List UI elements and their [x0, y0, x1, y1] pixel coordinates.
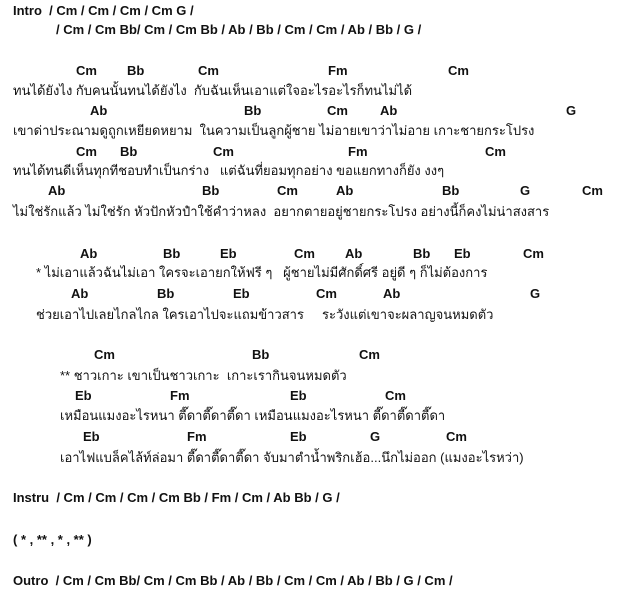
chord: Ab	[336, 183, 354, 198]
chord: Bb	[163, 246, 181, 261]
chord: Eb	[75, 388, 92, 403]
chord: Eb	[454, 246, 471, 261]
chord: G	[520, 183, 531, 198]
lyric-line: เขาด่าประณามดูถูกเหยียดหยาม ในความเป็นลูกผู้ชาย ไม่อายเขาว่าไม่อาย เกาะชายกระโปรง	[13, 123, 535, 138]
chord: Bb	[252, 347, 270, 362]
chord: Ab	[80, 246, 98, 261]
chord: Cm	[359, 347, 380, 362]
chord: Cm	[294, 246, 315, 261]
chord: Ab	[71, 286, 89, 301]
chord: Eb	[290, 388, 307, 403]
lyric-line: ทนได้ทนดีเห็นทุกทีชอบทำเป็นกร่าง แต่ฉันที่ยอมทุกอย่าง ขอแยกทางก็ยัง งงๆ	[13, 163, 445, 178]
lyric-line: ช่วยเอาไปเลยไกลไกล ใครเอาไปจะแถมข้าวสาร ระวังแต่เขาจะผลาญจนหมดตัว	[36, 307, 494, 322]
chord: Bb	[244, 103, 262, 118]
chord: Cm	[198, 63, 219, 78]
chord: Bb	[413, 246, 431, 261]
chord: Eb	[83, 429, 100, 444]
chord: Bb	[120, 144, 138, 159]
chord: Fm	[170, 388, 190, 403]
chord: Fm	[348, 144, 368, 159]
chord: Cm	[523, 246, 544, 261]
chord: G	[530, 286, 541, 301]
chord: Bb	[442, 183, 460, 198]
chord: Eb	[220, 246, 237, 261]
outro-line: Outro / Cm / Cm Bb/ Cm / Cm Bb / Ab / Bb / Cm / Cm / Ab / Bb / G / Cm /	[13, 573, 453, 588]
chord: Cm	[213, 144, 234, 159]
chord: Bb	[157, 286, 175, 301]
chord: Cm	[327, 103, 348, 118]
chord: G	[370, 429, 381, 444]
intro-line-2: / Cm / Cm Bb/ Cm / Cm Bb / Ab / Bb / Cm / Cm / Ab / Bb / G /	[56, 22, 422, 37]
chord: Ab	[383, 286, 401, 301]
lyric-line: เอาไฟแบล็คไล้ท์ล่อมา ตี๊ดาตี๊ดาตี๊ดา จับมาตำน้ำพริกเฮ้อ...นึกไม่ออก (แมงอะไรหว่า)	[60, 450, 524, 465]
chord: Cm	[94, 347, 115, 362]
chord: Cm	[316, 286, 337, 301]
chord: Eb	[233, 286, 250, 301]
chord: Cm	[582, 183, 603, 198]
chord: Bb	[202, 183, 220, 198]
chord: G	[566, 103, 577, 118]
lyric-line: ทนได้ยังไง กับคนนั้นทนได้ยังไง กับฉันเห็นเอาแต่ใจอะไรอะไรก็ทนไม่ได้	[13, 83, 413, 98]
chord: Ab	[380, 103, 398, 118]
chord: Cm	[76, 63, 97, 78]
lyric-line: ** ชาวเกาะ เขาเป็นชาวเกาะ เกาะเรากินจนหมดตัว	[60, 368, 347, 383]
instru-line: Instru / Cm / Cm / Cm / Cm Bb / Fm / Cm / Ab Bb / G /	[13, 490, 340, 505]
chord: Bb	[127, 63, 145, 78]
chord: Cm	[446, 429, 467, 444]
chord: Ab	[90, 103, 108, 118]
chord: Ab	[345, 246, 363, 261]
chord: Cm	[277, 183, 298, 198]
lyric-line: * ไม่เอาแล้วฉันไม่เอา ใครจะเอายกให้ฟรี ๆ ผู้ชายไม่มีศักดิ์ศรี อยู่ดี ๆ ก็ไม่ต้องการ	[36, 265, 488, 280]
chord: Cm	[485, 144, 506, 159]
chord: Eb	[290, 429, 307, 444]
lyric-line: ไม่ใช่รักแล้ว ไม่ใช่รัก หัวปักหัวปำใช้คำว่าหลง อยากตายอยู่ชายกระโปรง อย่างนี้ก็คงไม่น่าสงสาร	[13, 204, 550, 219]
chord: Ab	[48, 183, 66, 198]
intro-line-1: Intro / Cm / Cm / Cm / Cm G /	[13, 3, 194, 18]
repeat-line: ( * , ** , * , ** )	[13, 532, 92, 547]
chord: Cm	[385, 388, 406, 403]
lyric-line: เหมือนแมงอะไรหนา ตี๊ดาตี๊ดาตี๊ดา เหมือนแมงอะไรหนา ตี๊ดาตี๊ดาตี๊ดา	[60, 408, 446, 423]
chord: Fm	[187, 429, 207, 444]
chord: Cm	[76, 144, 97, 159]
chord: Cm	[448, 63, 469, 78]
chord: Fm	[328, 63, 348, 78]
